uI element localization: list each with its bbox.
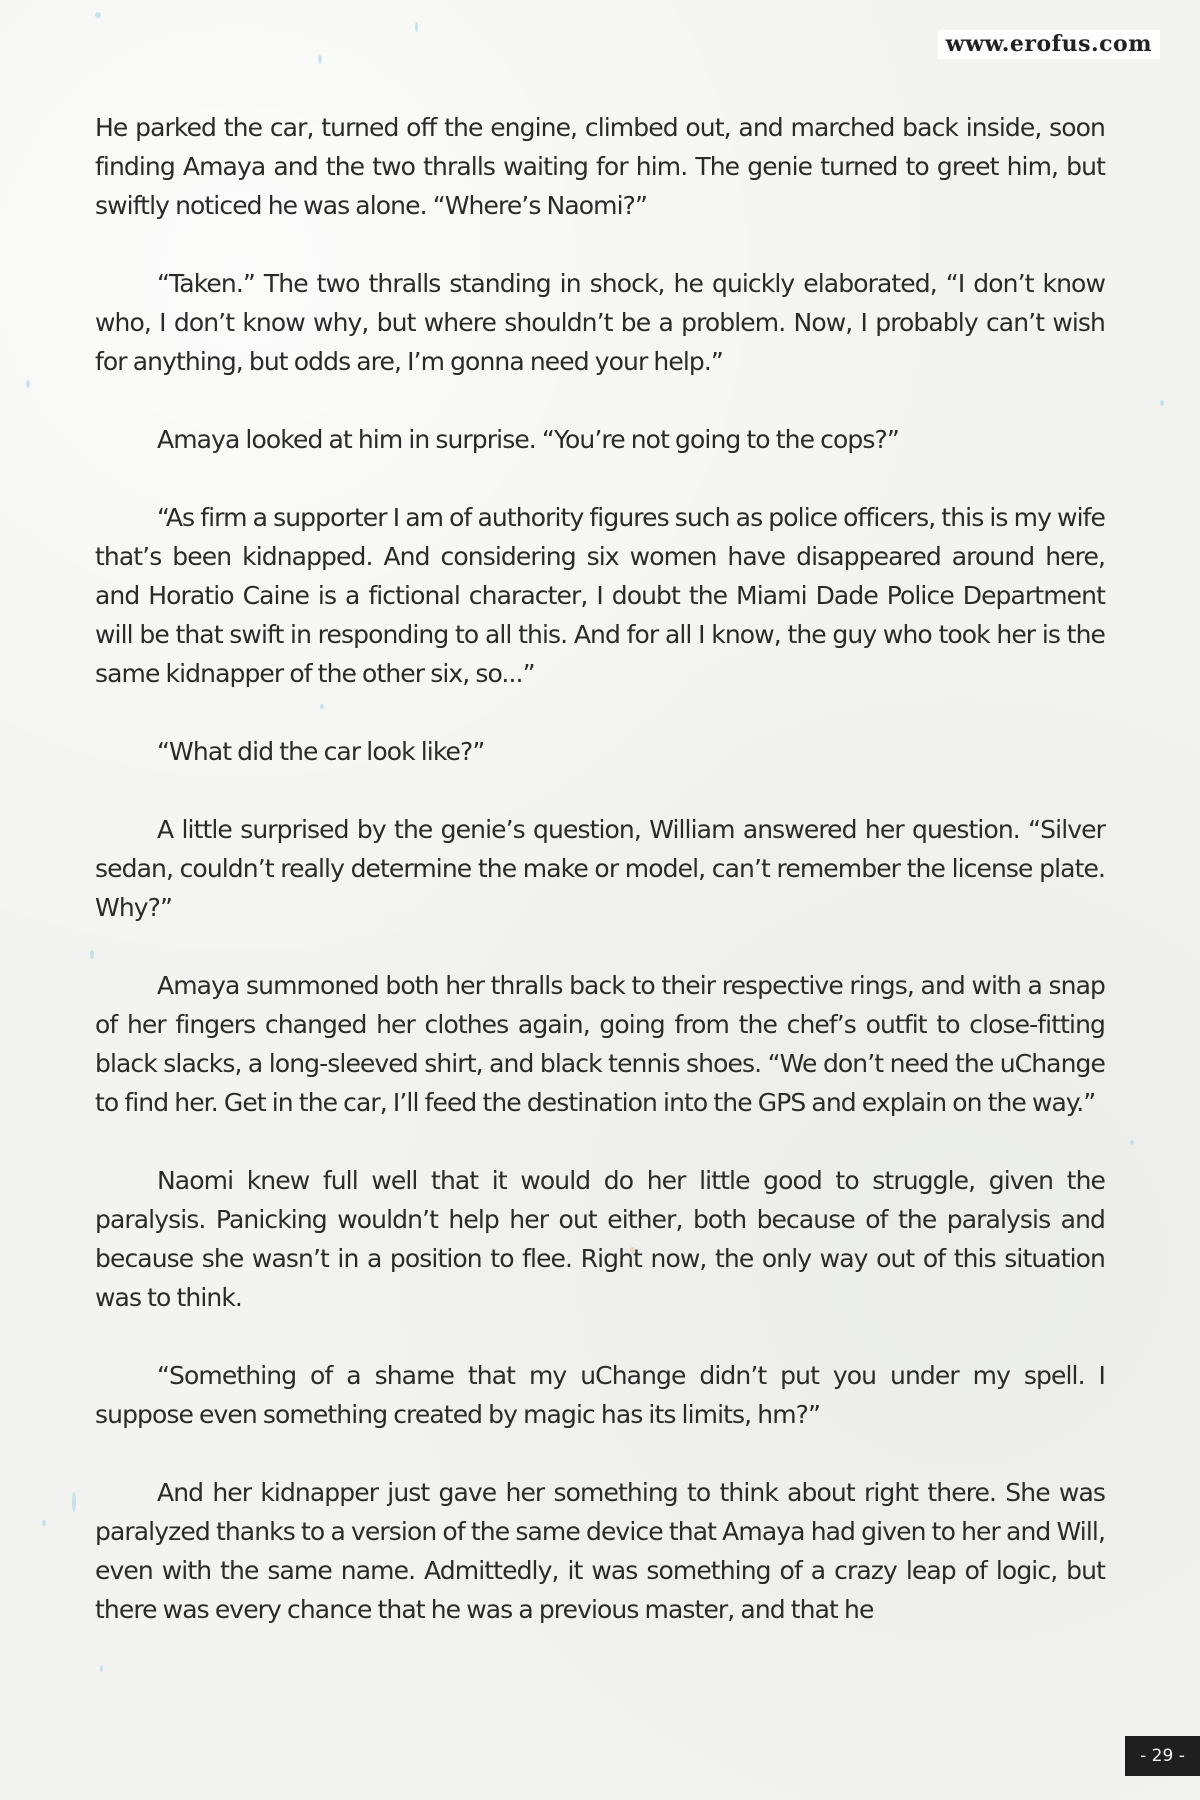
paper-speck xyxy=(26,380,30,388)
paragraph: “As firm a supporter I am of authority figures such as police officers, this is my wife that’s been kidnapped. And considering six women have disappeared around here, and Horatio Caine is a fictional character, I doubt the Miami Dade Police Department will be that swift in responding to all this. And for all I know, the guy who took her is the same kidnapper of the other six, so...” xyxy=(95,503,1105,688)
paper-speck xyxy=(72,1492,76,1512)
paragraph: Naomi knew full well that it would do her little good to struggle, given the paralysis. Panicking wouldn’t help her out either, both because of the paralysis and because she wasn’t in a position to flee. Right now, the only way out of this situation was to think. xyxy=(95,1166,1105,1312)
paragraph: “Something of a shame that my uChange didn’t put you under my spell. I suppose even something created by magic has its limits, hm?” xyxy=(95,1361,1105,1429)
paragraph: And her kidnapper just gave her something to think about right there. She was paralyzed thanks to a version of the same device that Amaya had given to her and Will, even with the same name. Admittedly, it was something of a crazy leap of logic, but there was every chance that he was a previous master, and that he xyxy=(95,1478,1105,1624)
paper-speck xyxy=(100,1665,103,1672)
paragraph: He parked the car, turned off the engine, climbed out, and marched back inside, soon finding Amaya and the two thralls waiting for him. The genie turned to greet him, but swiftly noticed he was alone. “Where’s Naomi?” xyxy=(95,113,1105,220)
paper-speck xyxy=(1130,1140,1134,1145)
paper-speck xyxy=(90,950,94,959)
paragraph: Amaya looked at him in surprise. “You’re not going to the cops?” xyxy=(157,425,899,454)
paragraph: “Taken.” The two thralls standing in shock, he quickly elaborated, “I don’t know who, I don’t know why, but where shouldn’t be a problem. Now, I probably can’t wish for anything, but odds are, I’m gonna need your help.” xyxy=(95,269,1105,376)
paper-speck xyxy=(318,55,322,64)
paragraph: “What did the car look like?” xyxy=(157,737,485,766)
paper-speck xyxy=(42,1520,46,1526)
paper-speck xyxy=(415,22,418,32)
paragraph: A little surprised by the genie’s question, William answered her question. “Silver sedan, couldn’t really determine the make or model, can’t remember the license plate. Why?” xyxy=(95,815,1105,922)
paragraph: Amaya summoned both her thralls back to their respective rings, and with a snap of her fingers changed her clothes again, going from the chef’s outfit to close-fitting black slacks, a long-sleeved shirt, and black tennis shoes. “We don’t need the uChange to find her. Get in the car, I’ll feed the destination into the GPS and explain on the way.” xyxy=(95,971,1105,1117)
site-watermark: www.erofus.com xyxy=(938,30,1160,59)
paper-speck xyxy=(95,12,101,18)
page-number: - 29 - xyxy=(1125,1736,1200,1776)
paper-speck xyxy=(1160,400,1164,406)
book-page-text xyxy=(95,108,1105,1629)
